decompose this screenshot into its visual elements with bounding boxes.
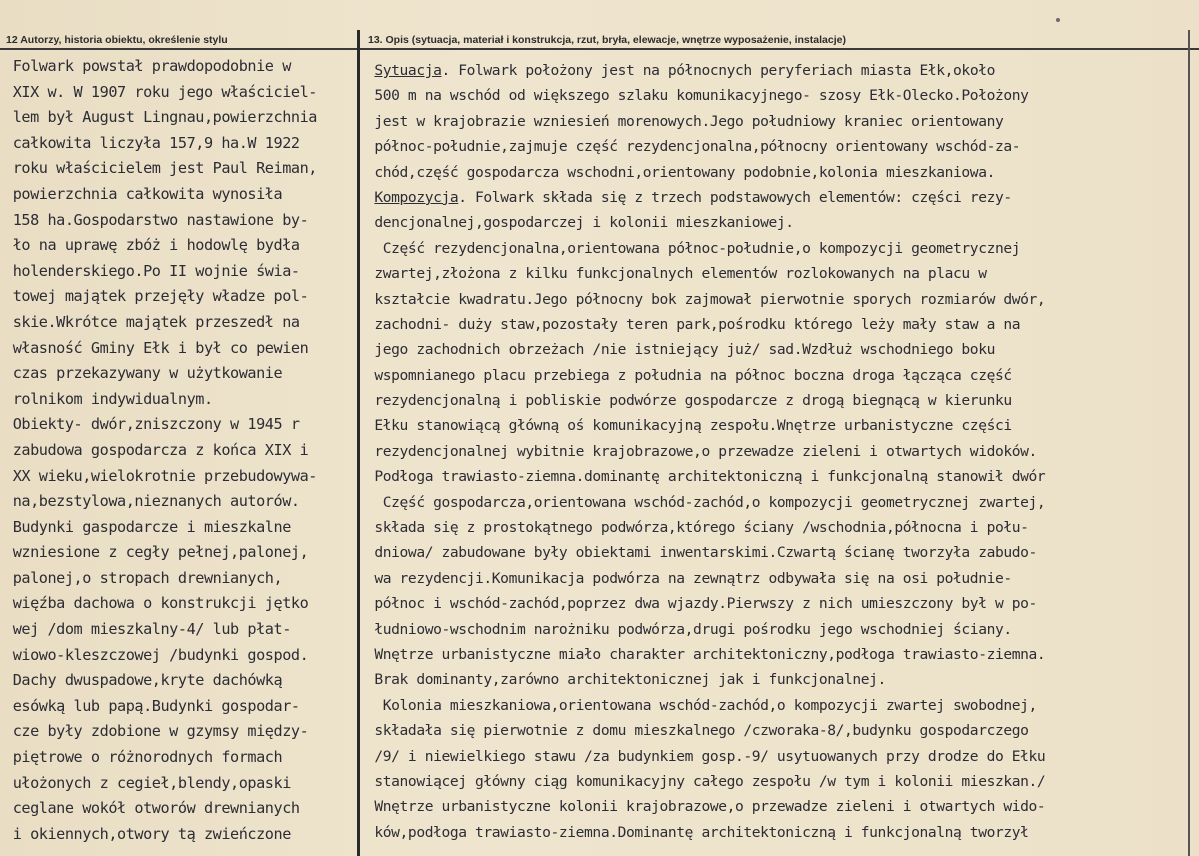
text-line: roku właścicielem jest Paul Reiman, <box>4 159 317 178</box>
text-line: ków,podłoga trawiasto-ziemna.Dominantę architektoniczną i funkcjonalną tworzył <box>366 823 1029 841</box>
text-line: rezydencjonalnej wybitnie krajobrazowe,o przewadze zieleni i otwartych widoków. <box>366 442 1037 460</box>
text-line: Część gospodarcza,orientowana wschód-zachód,o kompozycji geometrycznej zwartej, <box>366 493 1046 511</box>
text-line: wiowo-kleszczowej /budynki gospod. <box>4 645 309 664</box>
text-line: ło na uprawę zbóż i hodowlę bydła <box>4 236 300 255</box>
text-line: Kompozycja. Folwark składa się z trzech podstawowych elementów: części rezy- <box>374 188 1012 206</box>
text-line: całkowita liczyła 157,9 ha.W 1922 <box>4 133 300 152</box>
text-line: skie.Wkrótce majątek przeszedł na <box>4 312 300 331</box>
text-line: lem był August Lingnau,powierzchnia <box>4 108 317 127</box>
text-line: północ i wschód-zachód,poprzez dwa wjazdy.Pierwszy z nich umieszczony był w po- <box>366 595 1037 613</box>
text-line: ceglane wokół otworów drewnianych <box>4 799 300 818</box>
header-rule <box>0 48 1199 50</box>
text-line: własność Gminy Ełk i był co pewien <box>4 338 309 357</box>
authors-history-text <box>4 54 354 847</box>
text-line: dniowa/ zabudowane były obiektami inwentarskimi.Czwartą ścianę tworzyła zabudo- <box>366 544 1037 562</box>
text-line: esówką lub papą.Budynki gospodar- <box>4 696 300 715</box>
text-line: XIX w. W 1907 roku jego właściciel- <box>4 82 317 101</box>
text-line: wzniesione z cegły pełnej,palonej, <box>4 543 309 562</box>
left-column-header: 12 Autorzy, historia obiektu, określenie stylu <box>6 34 228 46</box>
text-line: Budynki gaspodarcze i mieszkalne <box>4 517 291 536</box>
column-divider <box>357 30 360 856</box>
text-line: składała się pierwotnie z domu mieszkalnego /czworaka-8/,budynku gospodarczego <box>366 722 1029 740</box>
text-line: rezydencjonalną i pobliskie podwórze gospodarcze z drogą biegnącą w kierunku <box>366 392 1012 410</box>
text-line: Część rezydencjonalna,orientowana północ-południe,o kompozycji geometrycznej <box>366 239 1021 257</box>
text-line: dencjonalnej,gospodarczej i kolonii mieszkaniowej. <box>366 214 794 232</box>
text-line: na,bezstylowa,nieznanych autorów. <box>4 492 300 511</box>
text-line: Ełku stanowiącą główną oś komunikacyjną zespołu.Wnętrze urbanistyczne części <box>366 417 1012 435</box>
text-line: Obiekty- dwór,zniszczony w 1945 r <box>4 415 300 434</box>
text-line: XX wieku,wielokrotnie przebudowywa- <box>4 466 317 485</box>
text-line: Wnętrze urbanistyczne miało charakter architektoniczny,podłoga trawiasto-ziemna. <box>366 645 1046 663</box>
text-line: jest w krajobrazie wzniesień morenowych.Jego południowy kraniec orientowany <box>366 112 1004 130</box>
text-line: wspomnianego placu przebiega z południa na północ boczna droga łącząca część <box>366 366 1012 384</box>
text-line: palonej,o stropach drewnianych, <box>4 568 283 587</box>
composition-heading: Kompozycja <box>374 188 459 206</box>
text-line: Sytuacja. Folwark położony jest na północnych peryferiach miasta Ełk,około <box>374 62 995 79</box>
text-line: rolnikom indywidualnym. <box>4 389 213 408</box>
text-line: Kolonia mieszkaniowa,orientowana wschód-zachód,o kompozycji zwartej swobodnej, <box>366 696 1037 714</box>
text-line: cze były zdobione w gzymsy między- <box>4 722 309 741</box>
situation-heading: Sytuacja <box>374 62 442 79</box>
text-line: łudniowo-wschodnim narożniku podwórza,drugi pośrodku jego wschodniej ściany. <box>366 620 1012 638</box>
text-line: powierzchnia całkowita wynosiła <box>4 184 283 203</box>
text-line: holenderskiego.Po II wojnie świa- <box>4 261 300 280</box>
text-line: zabudowa gospodarcza z końca XIX i <box>4 440 309 459</box>
text-line: chód,część gospodarcza wschodni,orientowany podobnie,kolonia mieszkaniowa. <box>366 163 995 181</box>
text-line: składa się z prostokątnego podwórza,którego ściany /wschodnia,północna i połu- <box>366 519 1029 537</box>
text-line: więźba dachowa o konstrukcji jętko <box>4 594 309 613</box>
text-line: Podłoga trawiasto-ziemna.dominantę architektoniczną i funkcjonalną stanowił dwór <box>366 468 1046 486</box>
text-line: stanowiącej główny ciąg komunikacyjny całego zespołu /w tym i kolonii mieszkan./ <box>366 772 1046 790</box>
text-line: 500 m na wschód od większego szlaku komunikacyjnego- szosy Ełk-Olecko.Położony <box>366 87 1029 105</box>
text-line: 158 ha.Gospodarstwo nastawione by- <box>4 210 309 229</box>
text-line: Brak dominanty,zarówno architektonicznej jak i funkcjonalnej. <box>366 671 886 689</box>
text-line: /9/ i niewielkiego stawu /za budynkiem gosp.-9/ usytuowanych przy drodze do Ełku <box>366 747 1046 765</box>
text-line: zachodni- duży staw,pozostały teren park,pośrodku którego leży mały staw a na <box>366 315 1021 333</box>
text-line: jego zachodnich obrzeżach /nie istniejący już/ sad.Wzdłuż wschodniego boku <box>366 341 995 359</box>
right-column-header: 13. Opis (sytuacja, materiał i konstrukcja, rzut, bryła, elewacje, wnętrze wyposażenie, instalacje) <box>368 34 846 46</box>
text-line: północ-południe,zajmuje część rezydencjonalna,północny orientowany wschód-za- <box>366 138 1021 156</box>
text-line: wej /dom mieszkalny-4/ lub płat- <box>4 620 291 639</box>
text-line: czas przekazywany w użytkowanie <box>4 364 283 383</box>
text-line: towej majątek przejęły władze pol- <box>4 287 309 306</box>
description-text <box>366 58 1191 845</box>
text-line: piętrowe o różnorodnych formach <box>4 748 283 767</box>
text-line: Wnętrze urbanistyczne kolonii krajobrazowe,o przewadze zieleni i otwartych wido- <box>366 798 1046 816</box>
text-line: ułożonych z cegieł,blendy,opaski <box>4 773 291 792</box>
text-line: Folwark powstał prawdopodobnie w <box>4 57 291 75</box>
text-line: wa rezydencji.Komunikacja podwórza na zewnątrz odbywała się na osi południe- <box>366 569 1012 587</box>
ink-dot <box>1056 18 1060 22</box>
text-line: i okiennych,otwory tą zwieńczone <box>4 824 291 843</box>
text-line: Dachy dwuspadowe,kryte dachówką <box>4 671 283 690</box>
text-line: zwartej,złożona z kilku funkcjonalnych elementów rozlokowanych na placu w <box>366 265 987 283</box>
text-line: kształcie kwadratu.Jego północny bok zajmował pierwotnie sporych rozmiarów dwór, <box>366 290 1046 308</box>
